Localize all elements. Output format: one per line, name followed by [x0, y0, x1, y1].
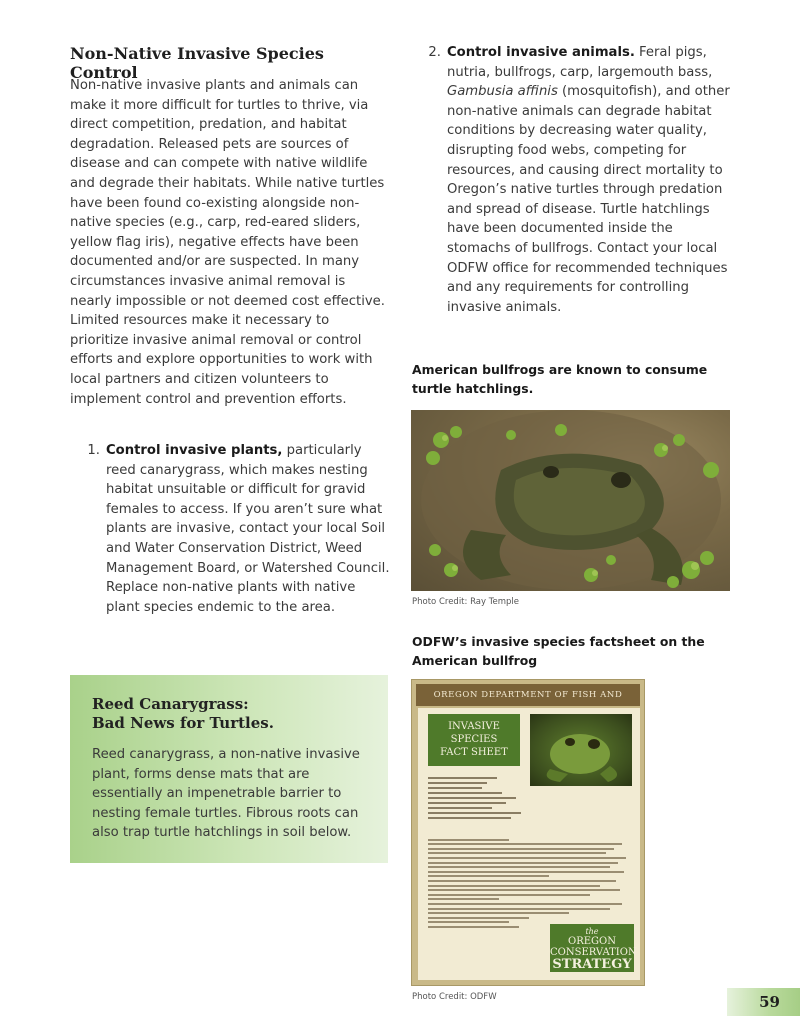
factsheet-body	[418, 708, 640, 980]
bullfrog-photo	[411, 410, 730, 591]
item-lead: Control invasive plants,	[106, 443, 283, 458]
badge-text: OREGON	[568, 936, 616, 947]
frog-thumbnail	[530, 714, 632, 786]
factsheet-taxonomy-lines	[428, 774, 526, 822]
factsheet-title-line: INVASIVE SPECIES	[448, 721, 500, 745]
item-text: particularly reed canarygrass, which makes nesting habitat unsuitable or difficult for gravid females to access. If you aren’t sure what plants are invasive, contact your local Soil and Water Conservation District, Weed Management Board, or Watershed Council. Replace non-native plants with native plant species endemic to the area.	[106, 443, 390, 615]
reed-canarygrass-callout	[70, 675, 388, 863]
callout-title-line: Reed Canarygrass:	[92, 695, 249, 713]
item-number: 2.	[428, 45, 441, 60]
factsheet-description-lines	[428, 836, 630, 930]
factsheet-credit: Photo Credit: ODFW	[412, 992, 497, 1002]
callout-title	[92, 695, 372, 733]
factsheet-title-line: FACT SHEET	[440, 747, 508, 758]
photo-credit: Photo Credit: Ray Temple	[412, 597, 519, 607]
factsheet-image	[411, 679, 645, 986]
item-text: Feral pigs, nutria, bullfrogs, carp, largemouth bass,	[447, 45, 713, 80]
factsheet-title	[428, 714, 520, 766]
section-heading: Non-Native Invasive Species Control	[70, 44, 324, 82]
species-name: Gambusia affinis	[447, 84, 558, 100]
factsheet-banner: OREGON DEPARTMENT OF FISH AND	[416, 684, 640, 706]
intro-paragraph: Non-native invasive plants and animals can make it more difficult for turtles to thrive, via direct competition, predation, and habitat degradation. Released pets are sources of disease and can compete with native wildlife and degrade their habitats. While native turtles have been found co-existing alongside non-native species (e.g., carp, red-eared sliders, yellow flag iris), negative effects have been documented and/or are suspected. In many circumstances invasive animal removal is nearly impossible or not deemed cost effective. Limited resources make it necessary to prioritize invasive animal removal or control efforts and explore opportunities to work with local partners and citizen volunteers to implement control and prevention efforts.	[70, 78, 385, 407]
list-item	[87, 441, 390, 617]
badge-text: STRATEGY	[552, 957, 632, 972]
plant-control-list	[87, 441, 390, 617]
page-number: 59	[727, 988, 800, 1016]
animal-control-list	[428, 43, 732, 317]
list-item	[428, 43, 732, 317]
callout-title-line: Bad News for Turtles.	[92, 714, 274, 732]
item-text: (mosquitofish), and other non-native animals can degrade habitat conditions by decreasing water quality, disrupting food webs, competing for resources, and causing direct mortality to Oregon’s native turtles through predation and spread of disease. Turtle hatchlings have been documented inside the stomachs of bullfrogs. Contact your local ODFW office for recommended techniques and any requirements for controlling invasive animals.	[447, 84, 730, 315]
callout-body: Reed canarygrass, a non-native invasive plant, forms dense mats that are essentially an impenetrable barrier to nesting female turtles. Fibrous roots can also trap turtle hatchlings in soil below.	[92, 747, 360, 841]
badge-text: the	[585, 927, 599, 936]
factsheet-caption: ODFW’s invasive species factsheet on the American bullfrog	[412, 634, 705, 668]
item-number: 1.	[87, 443, 100, 458]
conservation-strategy-badge	[550, 924, 637, 972]
badge-text: CONSERVATION	[550, 947, 637, 958]
photo-caption: American bullfrogs are known to consume turtle hatchlings.	[412, 362, 708, 396]
item-lead: Control invasive animals.	[447, 45, 635, 60]
